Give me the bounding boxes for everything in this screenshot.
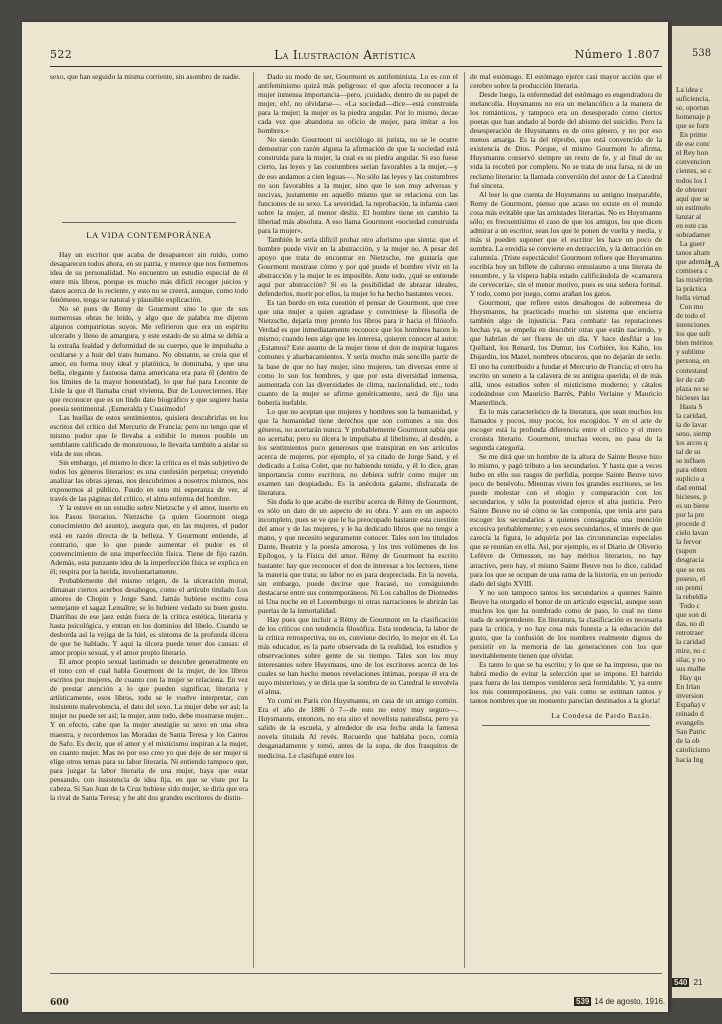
stamp-number: 539 bbox=[576, 997, 590, 1006]
paragraph: Gourmont, que refiere estos desahogos de sobremesa de Huysmanns, ha practicado mucho un sistema que encierra también algo de injusticia. Para combatir las reputaciones hechas ya, se empeña en descubrir otras que están naciendo, y que habrían de ser flores de un día. Y hace desfilar a los Quillard, los Renard, los Dumur, los Corbière, los Kahn, los Dujardin, los Mazel, nombres obscuros, que no dejarán de serlo. El uno ha contribuido a fundar el Mercurio de Francia; el otro ha escrito un soneto a la calavera de su antigua querida; el de más allá, unos estudios sobre el misticismo moderno; y cátalos codeándose con Mauricio Barrés, Pablo Verlaine y Mauricio Maeterlinck. bbox=[470, 298, 662, 407]
stamp-date: 14 de agosto, 1916. bbox=[594, 997, 666, 1006]
adjacent-page-number: 538 bbox=[692, 48, 712, 59]
paragraph: Y la estuve en un estudio sobre Nietzsche y el amor, inserto en los Pasos literarios. Nietzsche (a quien Gourmont niega conocimiento del asunto), asegura que, en las mujeres, el pudor está en razón directa de la belleza. Y Gourmont entiende, al contrario, que lo que puede aumentar el pudor es el convencimiento de una imperfección física. Tiene de fijo razón. Además, esta punzante idea de la imperfección física se explica en él; respira por la herida, involuntariamente. bbox=[50, 503, 248, 576]
column-divider bbox=[464, 72, 465, 968]
header-rule bbox=[50, 66, 662, 67]
paragraph: Al leer lo que cuenta de Huysmanns su antiguo inseparable, Remy de Gourmont, pienso que acaso no existe en el mundo cosa más evitable que las amistades literarias. No es Huysmanns sólo; es frecuentísimo el caso de que los amigos, los que dicen admirar a un escritor, sean los que le ponen de vuelta y media, y más si pueden suponer que el escritor les hace un poco de sombra. La envidia se convierte en detracción, y la detracción en calumnia. ¡Triste espectáculo! Gourmont refiere que Huysmanns escribía hoy un billete de caluroso entusiasmo a una literata de renombre, y la víspera había estado calificándola de «camarera de cervecería», sin el menor motivo, pues es una señora formal. Y todo, como por juego, como arañan los gatos. bbox=[470, 189, 662, 299]
paragraph: El amor propio sexual lastimado se descubre generalmente en el tono con el cual habla Gourmont de la mujer, de los libros escritos por mujeres, de cuanto con la mujer se relaciona. En vez de prestar atención a lo que pueden significar, literaria y artísticamente, esos libros, todo se le vuelve interpretar, con insistente malevolencia, el dato del sexo. La mujer debe ser así; la mujer no puede ser así; la mujer, ante todo, debe mostrarse mujer... Y en efecto, cabe que la mujer atestigüe su sexo en una obra maestra, y recordemos las Moradas de Santa Teresa y los Cantos de Safo. Es decir, que el amor y el misticismo inspiran a la mujer, en cuanto mujer. Mas no por eso creo yo que deje de ser mujer si elige otros temas para su labor literaria. Ni entiendo tampoco que, para juzgar la labor literaria de una mujer, haya que estar pensando, con insistencia de idea fija, en que se viste por la cabeza. Si San Juan de la Cruz hubiese sido mujer, se diría que era la rival de Santa Teresa; y he ahí dos grandes escritores de distin- bbox=[50, 657, 248, 802]
article-end-rule bbox=[482, 725, 650, 726]
text-column-3 bbox=[470, 72, 662, 970]
paragraph: Hay un escritor que acaba de desaparecer sin ruido, como desaparecen todos ahora, en su patria, y merece que nos formemos idea de su personalidad. No encuentro un estudio especial de él entre mis libros, porque es mucho más difícil recoger juicios y datos acerca de lo reciente, y esto no se creerá, aunque, como todo fenómeno, tenga su natural y plausible explicación. bbox=[50, 250, 248, 305]
paragraph: Lo que no aceptan que mujeres y hombres son la humanidad, y que la humanidad tiene derechos que son comunes a sus dos géneros, no acertarán nunca. Y probablemente Gourmont sabía que no acertaba; pero su úlcera le impulsaba al libelismo, al desdén, a los sentimientos poco generosos que transpiran en sus artículos acerca de mujeres, por ejemplo, el ya citado de Jorge Sand, y el dedicado a Luisa Colet, que no habiendo tenido, y él lo dice, gran importancia como escritora, no debiera sufrir como mujer un examen tan despiadado. Es la anécdota galante, disfrazada de literatura. bbox=[258, 406, 458, 498]
adjacent-page-edge bbox=[672, 26, 722, 998]
adjacent-page-title: LA bbox=[708, 260, 721, 269]
archive-stamp bbox=[574, 997, 665, 1006]
adjacent-page-stamp bbox=[672, 978, 705, 987]
paragraph: Se me dirá que un hombre de la altura de Sainte Beuve hizo lo mismo, y pagó tributo a los secundarios. Y hasta que a veces hubo en ello sus rasgos de perfidia, porque Sainte Beuve tuvo poco de benévolo. Mientras viven los grandes escritores, se les puede molestar con el elogio y comparación con los secundarios, y sólo la posteridad ejerce el alta justicia. Pero Sainte Beuve no sé cómo se las componía, que tenía arte para escoger los secundarios a quienes consagraba una mención excesiva probablemente; y en esos secundarios, el interés de que carecía la figura, lo adquiría por las circunstancias especiales que se reunían en ella. Así, por ejemplo, es el Diario de Oliverio Lefèvre de Ormesson, no hay méritos literarios, no hay atractivo, pero hay, el mismo Sainte Beuve nos lo dice, calidad para los que se ocupan de una rama de la historia, en un periodo dado del siglo XVIII. bbox=[470, 451, 662, 588]
paragraph: Hay pues que incluir a Rémy de Gourmont en la clasificación de los críticos con tendencia filosófica. Esta tendencia, la labor de la crítica retrospectiva, no es, conviene decirlo, lo mejor en él. Lo más educador, es la parte observada de la realidad, los estudios y observaciones sobre gente de su tiempo. Tales son los muy interesantes sobre Huysmans, uno de los escritores acerca de los cuales se han hecho menos revelaciones íntimas, porque él era de suyo misterioso, y se diría que la sombra de su Catedral le envolvía el alma. bbox=[258, 614, 458, 697]
paragraph: No siendo Gourmont ni sociólogo ni jurista, no se le ocurre demostrar con razón alguna la afirmación de que la sociedad está construida para la mujer, la cual es su piedra angular. Si eso fuese cierto, las leyes y las costumbres serían favorables a la mujer,—y de eso andamos a cien leguas—. No sólo las leyes y las costumbres no son favorables a la mujer, sino que le son muy adversas y nocivas, justamente en aquello mismo que se relaciona con las funciones de su sexo. La severidad, la reprobación, la infamia caen sobre la mujer, al menor desliz. El hombre tiene en cambio la libertad más absoluta. A eso llama Gourmont «sociedad construida para la mujer». bbox=[258, 135, 458, 235]
adjacent-stamp-number: 540 bbox=[674, 978, 688, 987]
header-issue-number: Número 1.807 bbox=[574, 48, 660, 61]
paragraph: Sin embargo, ¡el mismo lo dice: la crítica es el más subjetivo de todos los géneros literarios: es una confesión perpetua; creyendo analizar las obras ajenas, nos descubrimos a nosotros mismos, nos exponemos al público. Fuudo en esto mi esperanza de ver, al través de las páginas del crítico, el alma enferma del hombre. bbox=[50, 458, 248, 504]
paragraph: de mal estómago. El estómago ejerce casi mayor acción que el cerebro sobre la producción literaria. bbox=[470, 72, 662, 91]
article-title: LA VIDA CONTEMPORÁNEA bbox=[86, 230, 212, 240]
article-separator bbox=[62, 222, 236, 223]
paragraph: Yo comí en París con Huysmanns, en casa de un amigo común. Era el año de 1886 ó 7—de esto no estoy muy seguro—. Huysmanns, entonces, no era sino el novelista naturalista, pero ya salido de la escuela, y alrededor de esa fecha anda la famosa novela titulada Al revés. Recuerdo que hablaba poco, comía desganadamente y tomó, antes de la sopa, de dos frasquitos de medicina. Le clasifiqué entre los bbox=[258, 696, 458, 760]
paragraph: Sin duda lo que acabo de escribir acerca de Rémy de Gourmont, es sólo un dato de un aspecto de su obra. Y aun en un aspecto incompleto, pues se ve que le ha preocupado bastante esta cuestión del amor y de las mujeres, y le ha dedicado libros que no tengo a mano, y que necesito seguramente conocer. Tales son los titulados Dante, Beatriz y la poesía amorosa, y los tres volúmenes de los Epílogos, y la Física del amor. Rémy de Gourmont ha escrito bastante: hay que reconocer el don de interesar a los lectores, tiene la materia que trata; su labor no es para despreciada. En la novela, sin embargo, puede decirse que fracasó, no consiguiendo destacarse entre sus contemporáneos. Ni Los caballos de Diomedes ni Una noche en el Luxemburgo ni otras narraciones le abrirán las puertas de la inmortalidad. bbox=[258, 497, 458, 615]
paragraph: Las huellas de estos sentimientos, quisiera descubrirlas en los escritos del crítico del Mercurio de Francia; pero no tengo que el mismo pudor que le llevaba a exhibir lo menos posible un semblante calificado de monstruoso, le llevaría también a aislar su vida de sus obras. bbox=[50, 412, 248, 459]
paragraph: Y no son tampoco tantos los secundarios a quienes Sainte Beuve ha otorgado el honor de un artículo especial, aunque sean muchos los que ha nombrado como de paso, lo cual no tiene nada de sorprendente. En literatura, la clasificación es necesaria para la crítica, y no hay cosa más funesta a la educación del gusto, que la confusión de los nombres realmente dignos de persistir en la memoria de las generaciones con los que inevitablemente tienen que olvidar. bbox=[470, 587, 662, 660]
paragraph: También le sería difícil probar otro aforismo que sienta: que el hombre puede vivir en la abstracción, y la mujer no. A pesar del apoyo que trata de encontrar en Nietzsche, me gustaría que Gourmont mostrase cómo y por qué puede el hombre vivir en la abstracción y la mujer le es imposible. Ante todo, ¿qué se entiende aquí por abstracción? Si es la posibilidad de abrazar ideales, defenderlos, morir por ellos, la mujer lo ha hecho bastantes veces. bbox=[258, 234, 458, 299]
adjacent-page-text: La idea c suficiencia, se, oportun homenaje p que se forn En prime de ese conc el Rey hon convencion cientes, se c todos los l de obtener aquí que se un estímulo lanzar al en este cas sobradamer La guerr tanos altam que además comisera c las misérrim la práctica bella virtud Con mo de todo el intenciones los que sufr bien méritos y sublime persona, en contestand ler de cab plaza no se hicieses las Hasta S la caridad, la de lavar seno, siemp los arcos q tal de su se influen para obten suplicio a dad enmal hicieses, p es un biene por la pre procede d cielo lavan la fervor (supon desgracia que se res poseso, el un premi la rebeldía Todo c que son di das, no di retrotraer la caridad mire, no c silar, y no sus malhe Hay qu En Irlan inversion España) v reinado d evangelis San Patric de la ob catolicismo hacia Ing bbox=[676, 85, 713, 764]
paragraph: sexo, que han seguido la misma corriente, sin asombro de nadie. bbox=[50, 72, 241, 81]
column-divider bbox=[253, 72, 254, 968]
paragraph: Desde luego, la enfermedad del estómago es engendradora de melancolía. Huysmanns no era un melancólico a la manera de los románticos, y tampoco era un desesperado como ciertos poetas que han andado al borde del abismo del suicidio. Pero la desesperación de Huysmanns es de otro género, y no por eso menos amarga. Es la del réprobo, que está convencido de la existencia de Dios. Porque, el mismo Gourmont lo afirma, Huysmanns conservó siempre un resto de fe, y al final de su vida la recobró por completo. No se trata de una farsa, ni de un reclamo literario: la llamada conversión del autor de La Catedral fué sincera. bbox=[470, 90, 662, 190]
footer-rule bbox=[50, 973, 662, 974]
header-magazine-title: La Ilustración Artística bbox=[274, 48, 416, 62]
header-page-number: 522 bbox=[50, 48, 73, 61]
folio-number: 600 bbox=[50, 998, 69, 1008]
article-author: La Condesa de Pardo Bazán. bbox=[551, 711, 652, 721]
adjacent-stamp-text: 21 bbox=[693, 978, 703, 987]
paragraph: Dado su modo de ser, Gourmont es antifeminista. Lo es con el antifeminismo quizá más peligroso: el que afecta reconocer a la mujer inmensa importancia—pero, ¡cuidado, dentro de su papel de mujer, eh!, no olvidarse—. «La sociedad—dice—está construida para la mujer; la mujer es la piedra angular. Por lo mismo, decae cada vez que abandona su oficio de mujer, para imitar a los hombres.» bbox=[258, 72, 458, 136]
paragraph: Probablemente del mismo origen, de la ulceración moral, dimanan ciertos acerbos desahogos, como el artículo titulado Los amores de Chopin y Jorge Sand. Jamás hubiese escrito cosa semejante el sagaz Lemaître; se lo hubiere vedado su buen gusto. Diatribas de ese jaez están fuera de la crítica estética, literaria y hasta psicológica, y entran en los dominios del libelo. Cuando se desborda así la vejiga de la hiel, es síntoma de la profunda úlcera de que he hablado. Y aquí la úlcera puede tener dos causas: el amor propio sexual, y el amor propio literario. bbox=[50, 575, 248, 658]
text-column-2 bbox=[258, 72, 458, 970]
magazine-page bbox=[22, 22, 668, 1012]
text-column-1 bbox=[50, 72, 248, 970]
paragraph: Es tan burdo en esta cuestión el pensar de Gourmont, que cree que una mujer a quien agradase y conviniese la filosofía de Nietzsche, dejaría muy pronto los libros para ir hacia el filósofo. Verdad es que inmediatamente reconoce que los hombres hacen lo mismo; cuando leen algo que les interesa, quieren conocer al autor. ¿Estamos? Este asunto de la mujer tiene el don de inspirar lugares comunes y abarbacamientos. Y sería mucho más sencillo partir de la base de que no hay mujer, sino mujeres, tan diversas entre sí como lo son los hombres, y que por esta diversidad inmensa, aumentada con las diversidades de clima, nacionalidad, etc., todo cuanto de la mujer se afirme genéricamente, será de fijo una bobería inefable. bbox=[258, 298, 458, 407]
paragraph: Es tanto lo que se ha escrito; y lo que se ha impreso, que no habrá medio de evitar la selección que se impone. El barrido para fuera de los tiempos venideros será formidable. Y, ya entre los mis contemporáneos, ¡no vais como se estiman tantos y tantos nombres que un momento parecían destinados a la gloria! bbox=[470, 660, 662, 706]
previous-article-end bbox=[50, 72, 248, 222]
paragraph: No sé pues de Remy de Gourmont sino lo que de sus numerosas obras he leído, y algo que de palabra me dijeron algunos compatriotas suyos. Me refirieron que era un espíritu ulcerado y lleno de amargura, y este estado de su alma se debía a la extraña fealdad y deformidad de su cuerpo, que le impulsaba a ocultarse y a huir del trato humano. No obstante, se creía que el amor, en forma muy ideal y platónica, le dominaba, y que una bella, elegante y fastuosa dama americana era para él (dentro de los límites de la mayor honestidad), lo que fué para Leconte de Lisle la que él llamaba cruel vivienta, Bur de Louveciennes. Hay que reconocer que es un lindo dato biográfico y que sugiere hasta poesía sentimental. ¡Esmeralda y Cuasimodo! bbox=[50, 304, 248, 413]
paragraph: Es lo más característico de la literatura, que sean muchos los llamados y pocos, muy pocos, los escogidos. Y en el arte de escoger está la profunda diferencia entre el crítico y el mero cronista literario. Gourmont, muchas veces, no pasa de la segunda categoría. bbox=[470, 406, 662, 452]
